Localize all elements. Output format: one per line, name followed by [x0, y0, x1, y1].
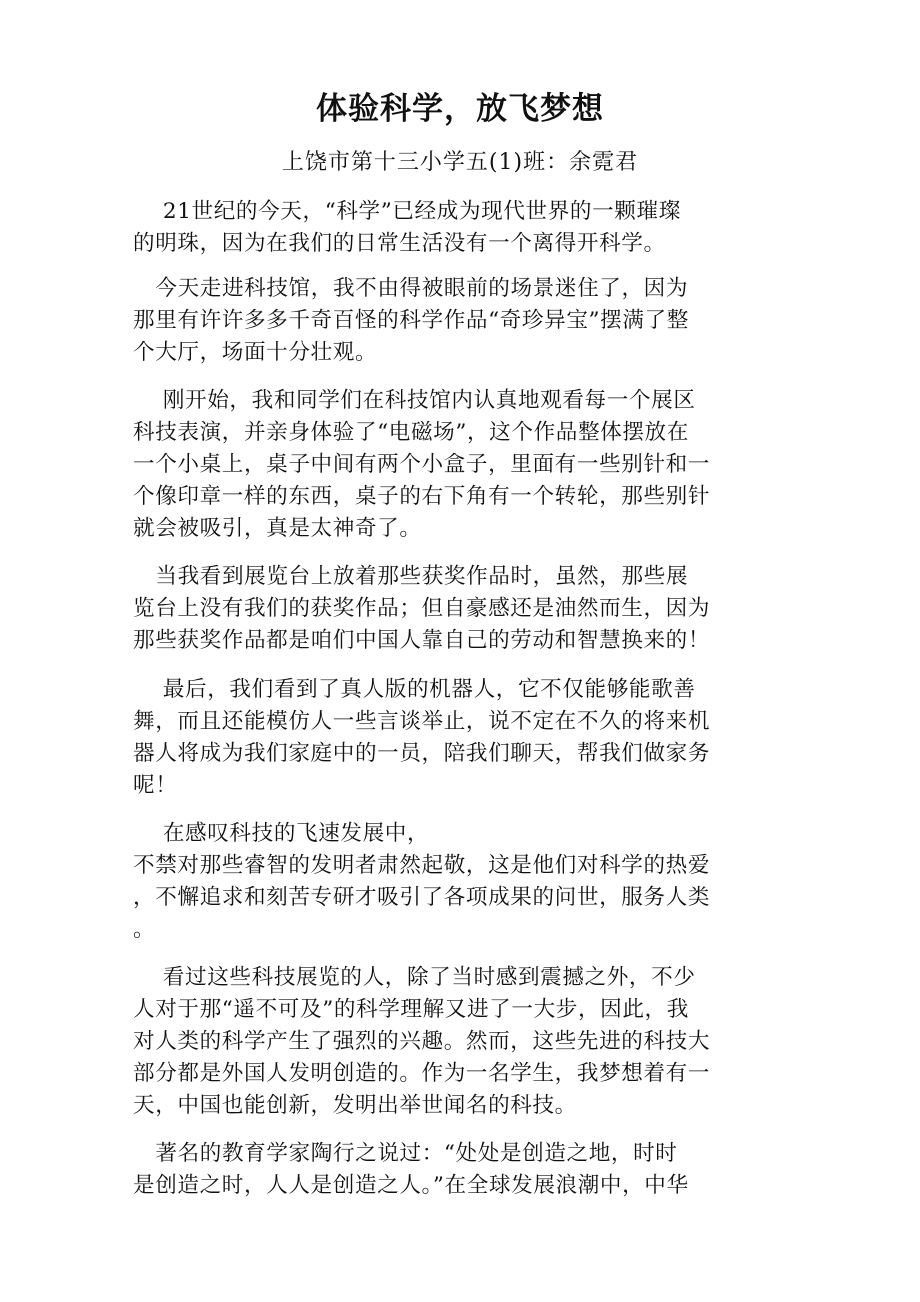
- paragraph-line: 科技表演，并亲身体验了“电磁场”，这个作品整体摆放在: [133, 420, 689, 445]
- paragraph-2: [133, 273, 793, 369]
- author-line: 上饶市第十三小学五(1)班：余霓君: [281, 150, 639, 175]
- paragraph-line: 刚开始，我和同学们在科技馆内认真地观看每一个展区: [133, 388, 696, 413]
- paragraph-line: 的明珠，因为在我们的日常生活没有一个离得开科学。: [133, 231, 666, 256]
- paragraph-line: 在感叹科技的飞速发展中，: [133, 821, 430, 846]
- paragraph-line: 那里有许许多多千奇百怪的科学作品“奇珍异宝”摆满了整: [133, 308, 689, 333]
- paragraph-8: [133, 1138, 793, 1202]
- paragraph-line: 对人类的科学产生了强烈的兴趣。然而，这些先进的科技大: [133, 1029, 711, 1054]
- paragraph-line: 那些获奖作品都是咱们中国人靠自己的劳动和智慧换来的！: [133, 628, 711, 653]
- paragraph-line: 当我看到展览台上放着那些获奖作品时，虽然，那些展: [133, 564, 689, 589]
- paragraph-7: [133, 962, 793, 1122]
- paragraph-line: 览台上没有我们的获奖作品；但自豪感还是油然而生，因为: [133, 596, 711, 621]
- paragraph-line: 舞，而且还能模仿人一些言谈举止，说不定在不久的将来机: [133, 709, 711, 734]
- paragraph-line: 21世纪的今天，“科学”已经成为现代世界的一颗璀璨: [133, 199, 681, 224]
- paragraph-line: 个像印章一样的东西，桌子的右下角有一个转轮，那些别针: [133, 484, 711, 509]
- paragraph-line: 器人将成为我们家庭中的一员，陪我们聊天，帮我们做家务: [133, 741, 711, 766]
- paragraph-line: 就会被吸引，真是太神奇了。: [133, 516, 422, 541]
- paragraph-4: [133, 561, 793, 657]
- paragraph-line: 人对于那“遥不可及”的科学理解又进了一大步，因此，我: [133, 997, 689, 1022]
- paragraph-line: ，不懈追求和刻苦专研才吸引了各项成果的问世，服务人类: [133, 885, 711, 910]
- paragraph-line: 著名的教育学家陶行之说过：“处处是创造之地，时时: [133, 1141, 678, 1166]
- paragraph-line: 今天走进科技馆，我不由得被眼前的场景迷住了，因为: [133, 276, 689, 301]
- paragraph-1: [133, 196, 793, 260]
- paragraph-line: 不禁对那些睿智的发明者肃然起敬，这是他们对科学的热爱: [133, 853, 711, 878]
- paragraph-line: 部分都是外国人发明创造的。作为一名学生，我梦想着有一: [133, 1061, 711, 1086]
- paragraph-line: 呢！: [133, 773, 178, 798]
- paragraph-line: 最后，我们看到了真人版的机器人，它不仅能够能歌善: [133, 677, 696, 702]
- document-title: 体验科学，放飞梦想: [316, 91, 604, 127]
- paragraph-5: [133, 674, 793, 802]
- paragraph-line: 。: [133, 917, 156, 942]
- paragraph-line: 是创造之时，人人是创造之人。”在全球发展浪潮中，中华: [133, 1173, 689, 1198]
- paragraph-3: [133, 385, 793, 545]
- paragraph-line: 个大厅，场面十分壮观。: [133, 340, 378, 365]
- paragraph-line: 天，中国也能创新，发明出举世闻名的科技。: [133, 1093, 577, 1118]
- paragraph-line: 一个小桌上，桌子中间有两个小盒子，里面有一些别针和一: [133, 452, 711, 477]
- paragraph-6: [133, 818, 793, 946]
- paragraph-line: 看过这些科技展览的人，除了当时感到震撼之外，不少: [133, 965, 696, 990]
